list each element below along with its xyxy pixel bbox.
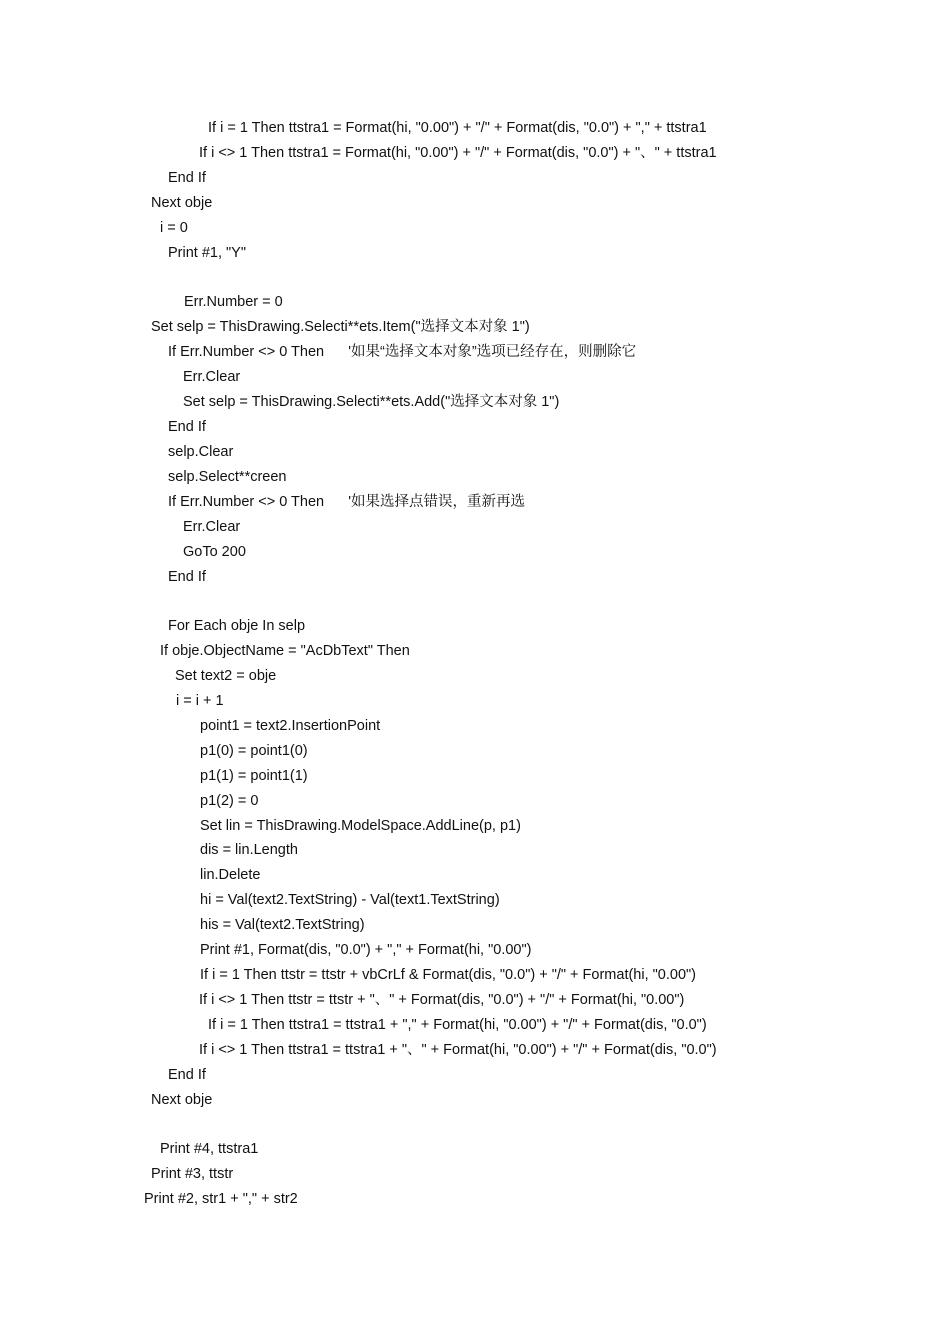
code-line: p1(0) = point1(0) bbox=[200, 743, 308, 759]
code-line: his = Val(text2.TextString) bbox=[200, 917, 365, 933]
code-line: hi = Val(text2.TextString) - Val(text1.TextString) bbox=[200, 892, 500, 908]
code-line: Err.Clear bbox=[183, 519, 241, 535]
code-line: Set selp = ThisDrawing.Selecti**ets.Add("选择文本对象 1") bbox=[183, 394, 560, 410]
code-line: If i = 1 Then ttstra1 = ttstra1 + "," + Format(hi, "0.00") + "/" + Format(dis, "0.0") bbox=[208, 1017, 707, 1033]
code-line: p1(2) = 0 bbox=[200, 793, 259, 809]
code-line: Next obje bbox=[151, 1092, 213, 1108]
code-line: i = i + 1 bbox=[176, 693, 224, 709]
code-line: End If bbox=[168, 569, 206, 585]
code-line: Print #1, "Y" bbox=[168, 245, 246, 261]
code-line: Set selp = ThisDrawing.Selecti**ets.Item("选择文本对象 1") bbox=[151, 319, 530, 335]
code-line: Print #2, str1 + "," + str2 bbox=[144, 1191, 298, 1207]
code-line: If i <> 1 Then ttstra1 = Format(hi, "0.00") + "/" + Format(dis, "0.0") + "、" + ttstra1 bbox=[199, 145, 717, 161]
code-line: Print #3, ttstr bbox=[151, 1166, 234, 1182]
code-line: If i = 1 Then ttstra1 = Format(hi, "0.00") + "/" + Format(dis, "0.0") + "," + ttstra1 bbox=[208, 120, 707, 136]
code-line: Set text2 = obje bbox=[175, 668, 277, 684]
code-line: Err.Clear bbox=[183, 369, 241, 385]
code-line: dis = lin.Length bbox=[200, 842, 298, 858]
code-line: Next obje bbox=[151, 195, 213, 211]
code-line: Print #1, Format(dis, "0.0") + "," + Format(hi, "0.00") bbox=[200, 942, 532, 958]
code-line: If i <> 1 Then ttstr = ttstr + "、" + Format(dis, "0.0") + "/" + Format(hi, "0.00") bbox=[199, 992, 685, 1008]
code-line: For Each obje In selp bbox=[168, 618, 306, 634]
code-line: i = 0 bbox=[160, 220, 188, 236]
code-line: selp.Clear bbox=[168, 444, 234, 460]
code-line: lin.Delete bbox=[200, 867, 261, 883]
code-line: If i = 1 Then ttstr = ttstr + vbCrLf & Format(dis, "0.0") + "/" + Format(hi, "0.00") bbox=[200, 967, 696, 983]
code-line: If i <> 1 Then ttstra1 = ttstra1 + "、" + Format(hi, "0.00") + "/" + Format(dis, "0.0") bbox=[199, 1042, 717, 1058]
code-line: selp.Select**creen bbox=[168, 469, 287, 485]
code-line: Set lin = ThisDrawing.ModelSpace.AddLine(p, p1) bbox=[200, 818, 521, 834]
code-line: GoTo 200 bbox=[183, 544, 246, 560]
code-line: If Err.Number <> 0 Then '如果选择点错误，重新再选 bbox=[168, 494, 526, 510]
code-line: End If bbox=[168, 419, 206, 435]
code-line: Err.Number = 0 bbox=[184, 294, 283, 310]
code-line: Print #4, ttstra1 bbox=[160, 1141, 259, 1157]
code-line: End If bbox=[168, 1067, 206, 1083]
code-line: End If bbox=[168, 170, 206, 186]
code-line: p1(1) = point1(1) bbox=[200, 768, 308, 784]
code-line: If Err.Number <> 0 Then '如果“选择文本对象”选项已经存在，则删除它 bbox=[168, 344, 637, 360]
code-line: point1 = text2.InsertionPoint bbox=[200, 718, 381, 734]
code-line: If obje.ObjectName = "AcDbText" Then bbox=[160, 643, 410, 659]
